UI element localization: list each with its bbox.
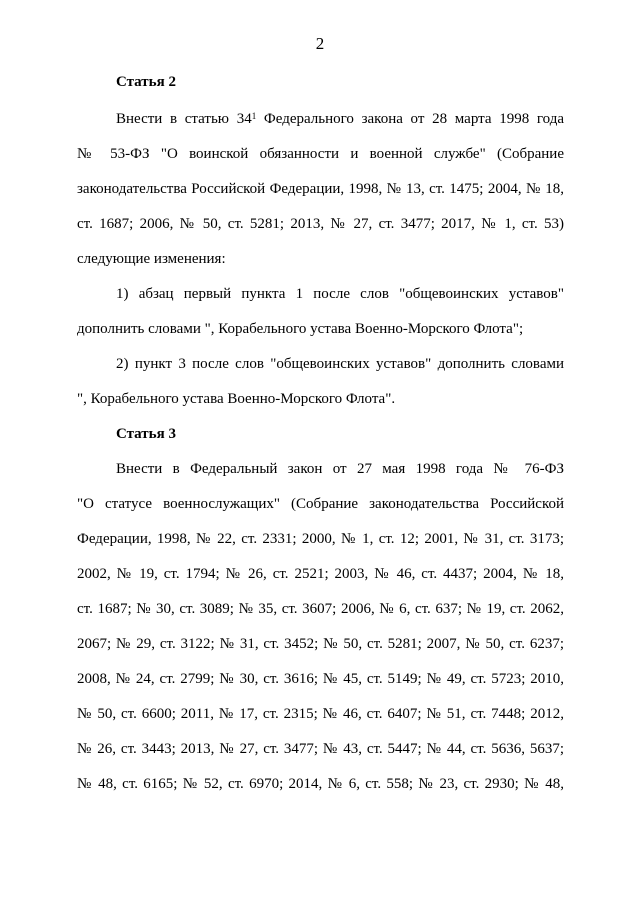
article-2-text-part: Внести в статью 34 xyxy=(116,111,252,127)
article-3-paragraph-line: № 26, ст. 3443; 2013, № 27, ст. 3477; № 43, ст. 5447; № 44, ст. 5636, 5637; xyxy=(77,741,564,757)
article-2-paragraph-line: законодательства Российской Федерации, 1998, № 13, ст. 1475; 2004, № 18, xyxy=(77,181,564,197)
article-2-paragraph-line: № 53-ФЗ "О воинской обязанности и военной службе" (Собрание xyxy=(77,146,564,162)
article-3-paragraph-line: № 50, ст. 6600; 2011, № 17, ст. 2315; № 46, ст. 6407; № 51, ст. 7448; 2012, xyxy=(77,706,564,722)
article-3-paragraph-line: 2067; № 29, ст. 3122; № 31, ст. 3452; № 50, ст. 5281; 2007, № 50, ст. 6237; xyxy=(77,636,564,652)
article-2-item-2-line: ", Корабельного устава Военно-Морского Флота". xyxy=(77,391,396,407)
page-number: 2 xyxy=(315,34,325,53)
article-2-item-1-line: дополнить словами ", Корабельного устава Военно-Морского Флота"; xyxy=(77,321,524,337)
article-2-item-1-line: 1) абзац первый пункта 1 после слов "общевоинских уставов" xyxy=(116,286,564,302)
article-2-paragraph-line: следующие изменения: xyxy=(77,251,226,267)
article-3-paragraph-line: "О статусе военнослужащих" (Собрание законодательства Российской xyxy=(77,496,564,512)
article-2-paragraph-line: ст. 1687; 2006, № 50, ст. 5281; 2013, № 27, ст. 3477; 2017, № 1, ст. 53) xyxy=(77,216,564,232)
superscript: 1 xyxy=(251,111,257,121)
article-2-heading: Статья 2 xyxy=(116,74,176,90)
article-3-paragraph-line: № 48, ст. 6165; № 52, ст. 6970; 2014, № 6, ст. 558; № 23, ст. 2930; № 48, xyxy=(77,776,564,792)
article-3-heading: Статья 3 xyxy=(116,426,176,442)
article-3-paragraph-line: 2002, № 19, ст. 1794; № 26, ст. 2521; 2003, № 46, ст. 4437; 2004, № 18, xyxy=(77,566,564,582)
article-3-paragraph-line: ст. 1687; № 30, ст. 3089; № 35, ст. 3607; 2006, № 6, ст. 637; № 19, ст. 2062, xyxy=(77,601,564,617)
article-3-paragraph-line: 2008, № 24, ст. 2799; № 30, ст. 3616; № 45, ст. 5149; № 49, ст. 5723; 2010, xyxy=(77,671,564,687)
article-3-paragraph-line: Внести в Федеральный закон от 27 мая 1998 года № 76-ФЗ xyxy=(116,461,564,477)
article-2-item-2-line: 2) пункт 3 после слов "общевоинских уставов" дополнить словами xyxy=(116,356,564,372)
article-2-text-part: Федерального закона от 28 марта 1998 года xyxy=(256,111,565,127)
article-2-paragraph-line xyxy=(116,110,564,128)
article-3-paragraph-line: Федерации, 1998, № 22, ст. 2331; 2000, № 1, ст. 12; 2001, № 31, ст. 3173; xyxy=(77,531,564,547)
